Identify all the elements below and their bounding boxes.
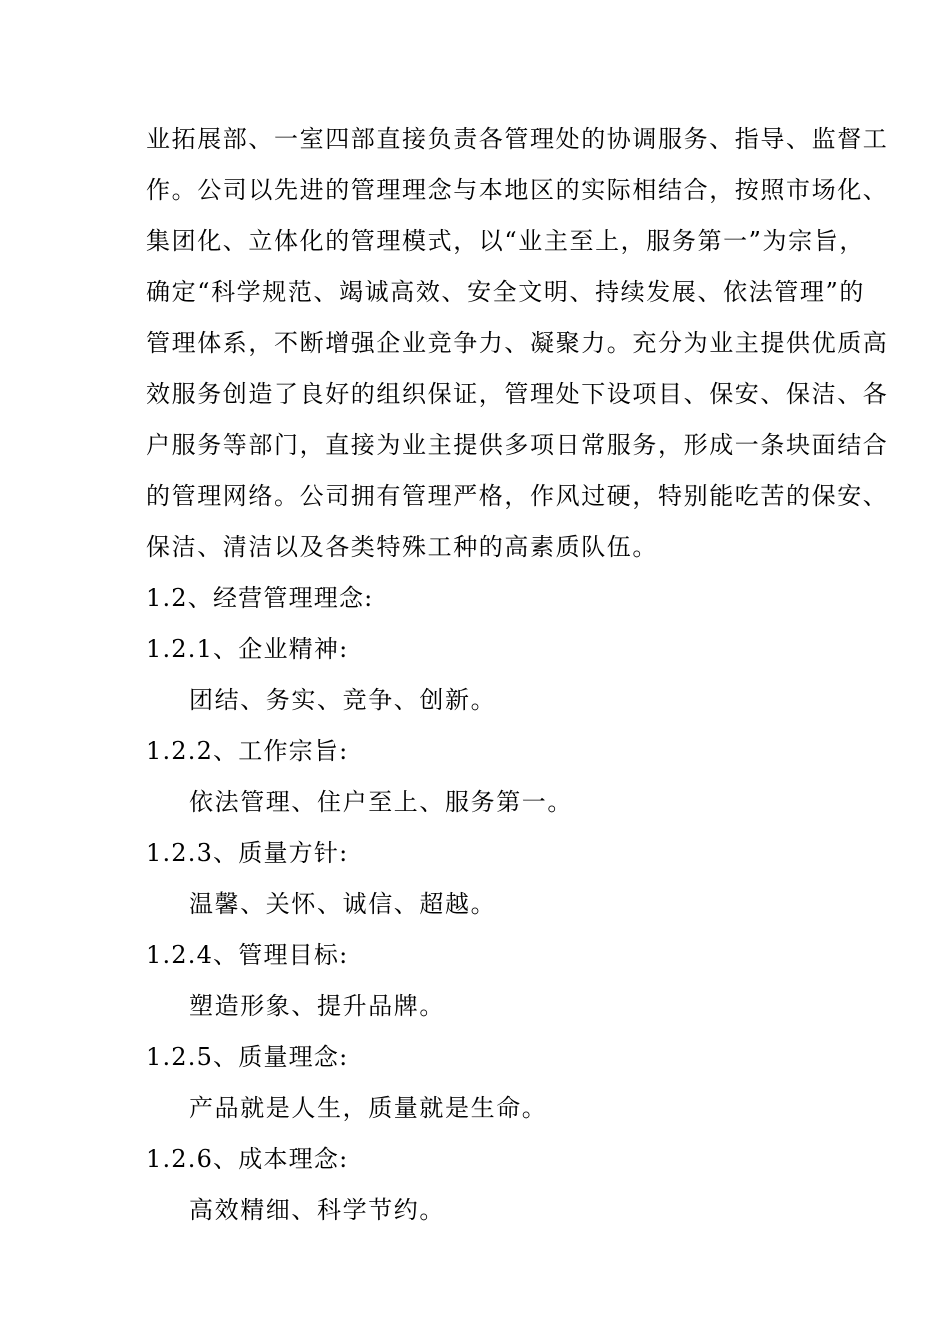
paragraph-line: 户服务等部门，直接为业主提供多项日常服务，形成一条块面结合 [146, 431, 889, 459]
paragraph-line: 的管理网络。公司拥有管理严格，作风过硬，特别能吃苦的保安、 [146, 482, 889, 510]
concept-content: 温馨、关怀、诚信、超越。 [189, 890, 497, 918]
paragraph-line: 业拓展部、一室四部直接负责各管理处的协调服务、指导、监督工 [146, 125, 889, 153]
concept-heading: 1.2.5、质量理念: [146, 1043, 349, 1071]
section-heading: 1.2、经营管理理念: [146, 584, 374, 612]
concept-heading: 1.2.2、工作宗旨: [146, 737, 349, 765]
paragraph-line: 管理体系，不断增强企业竞争力、凝聚力。充分为业主提供优质高 [146, 329, 889, 357]
paragraph-line: 确定“科学规范、竭诚高效、安全文明、持续发展、依法管理”的 [146, 278, 865, 306]
concept-content: 团结、务实、竞争、创新。 [189, 686, 497, 714]
paragraph-line: 保洁、清洁以及各类特殊工种的高素质队伍。 [146, 533, 658, 561]
concept-content: 高效精细、科学节约。 [189, 1196, 445, 1224]
concept-heading: 1.2.4、管理目标: [146, 941, 349, 969]
concept-heading: 1.2.6、成本理念: [146, 1145, 349, 1173]
concept-content: 依法管理、住户至上、服务第一。 [189, 788, 573, 816]
paragraph-line: 作。公司以先进的管理理念与本地区的实际相结合，按照市场化、 [146, 176, 889, 204]
paragraph-line: 集团化、立体化的管理模式，以“业主至上，服务第一”为宗旨， [146, 227, 865, 255]
concept-heading: 1.2.3、质量方针: [146, 839, 349, 867]
concept-heading: 1.2.1、企业精神: [146, 635, 349, 663]
concept-content: 塑造形象、提升品牌。 [189, 992, 445, 1020]
paragraph-line: 效服务创造了良好的组织保证，管理处下设项目、保安、保洁、各 [146, 380, 889, 408]
concept-content: 产品就是人生，质量就是生命。 [189, 1094, 548, 1122]
